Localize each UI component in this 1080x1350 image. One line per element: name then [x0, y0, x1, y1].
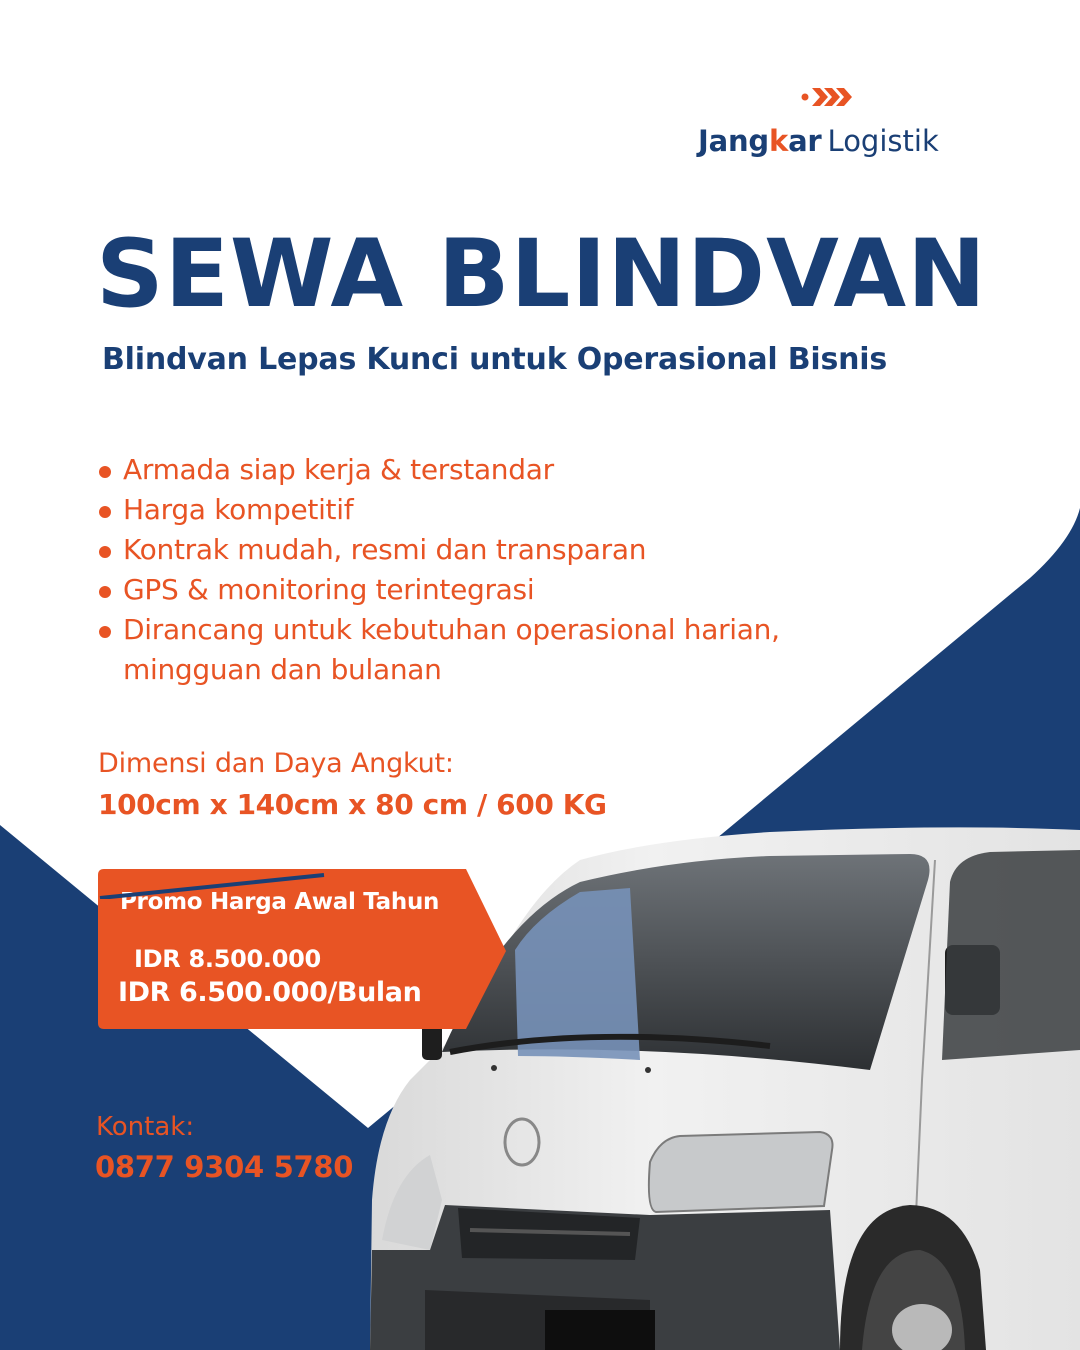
promo-banner — [98, 869, 508, 1031]
feature-list — [98, 450, 863, 690]
feature-item: Armada siap kerja & terstandar — [98, 450, 863, 490]
dimensions-value: 100cm x 140cm x 80 cm / 600 KG — [98, 788, 607, 821]
bullet-icon — [99, 626, 111, 638]
feature-item: Dirancang untuk kebutuhan operasional harian, mingguan dan bulanan — [98, 610, 863, 690]
chevron-arrows-icon — [800, 86, 856, 108]
page-subtitle: Blindvan Lepas Kunci untuk Operasional Bisnis — [102, 342, 888, 377]
bullet-icon — [99, 466, 111, 478]
contact-phone[interactable]: 0877 9304 5780 — [95, 1150, 354, 1184]
brand-name: Jangkar Logistik — [698, 124, 939, 158]
brand-suffix: Logistik — [827, 124, 939, 158]
strikethrough-line — [98, 869, 328, 899]
feature-item: GPS & monitoring terintegrasi — [98, 570, 863, 610]
bullet-icon — [99, 586, 111, 598]
brand-k-accent: k — [768, 124, 789, 158]
feature-item: Harga kompetitif — [98, 490, 863, 530]
contact-label: Kontak: — [96, 1112, 195, 1142]
feature-item: Kontrak mudah, resmi dan transparan — [98, 530, 863, 570]
promo-old-price: IDR 8.500.000 — [134, 945, 321, 973]
bullet-icon — [99, 546, 111, 558]
page-title: SEWA BLINDVAN — [96, 220, 987, 329]
promo-new-price: IDR 6.500.000/Bulan — [118, 977, 422, 1008]
promo-title: Promo Harga Awal Tahun — [120, 889, 440, 915]
bullet-icon — [99, 506, 111, 518]
dimensions-label: Dimensi dan Daya Angkut: — [98, 748, 454, 779]
